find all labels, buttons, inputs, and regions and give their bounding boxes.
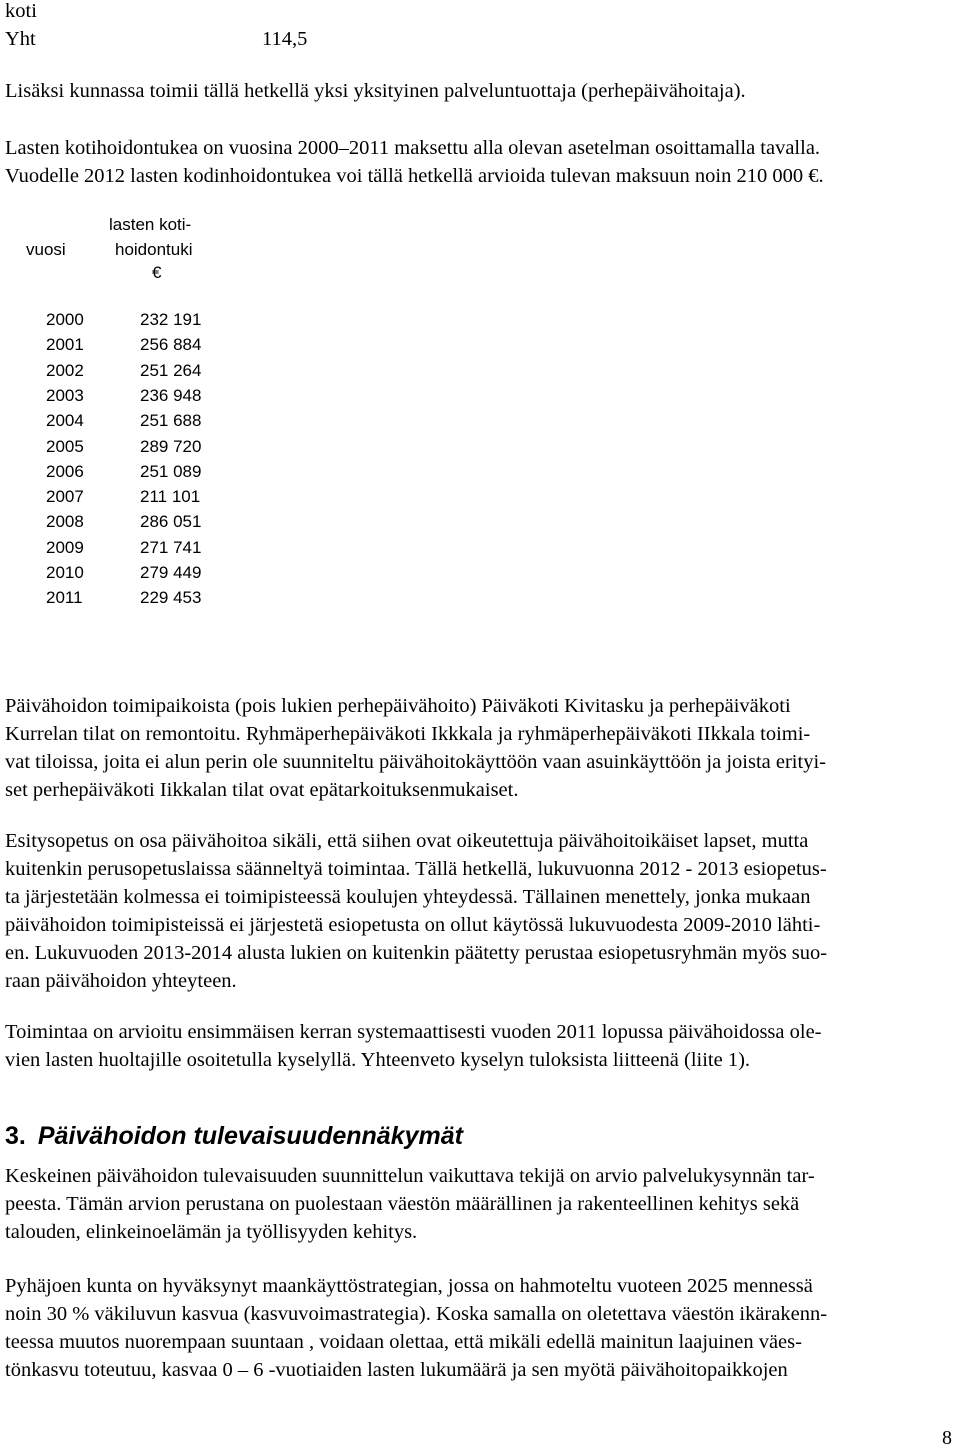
table-cell-amount: 251 264: [140, 361, 202, 380]
table-cell-year: 2009: [46, 538, 84, 557]
paragraph-evaluation: [5, 1018, 953, 1074]
text-line: peesta. Tämän arvion perustana on puolestaan väestön määrällinen ja rakenteellinen kehitys sekä: [5, 1193, 800, 1215]
text-line: Keskeinen päivähoidon tulevaisuuden suunnittelun vaikuttava tekijä on arvio palvelukysynnän tar-: [5, 1165, 815, 1187]
text-line: noin 30 % väkiluvun kasvua (kasvuvoimastrategia). Koska samalla on oletettava väestön ikärakenn-: [5, 1303, 828, 1325]
text-line: vien lasten huoltajille osoitetulla kyselyllä. Yhteenveto kyselyn tuloksista liitteenä (liite 1).: [5, 1049, 751, 1071]
text-line: tönkasvu toteutuu, kasvaa 0 – 6 -vuotiaiden lasten lukumäärä ja sen myötä päivähoitopaikkojen: [5, 1359, 788, 1381]
table-cell-year: 2004: [46, 411, 84, 430]
text-line: en. Lukuvuoden 2013-2014 alusta lukien on kuitenkin päätetty perustaa esiopetusryhmän myös suo-: [5, 942, 828, 964]
table-cell-year: 2005: [46, 437, 84, 456]
table-header-year: vuosi: [26, 240, 66, 259]
section-number: 3.: [5, 1122, 26, 1150]
text-line: ta järjestetään kolmessa ei toimipisteessä koulujen yhteydessä. Tällainen menettely, jonka mukaan: [5, 886, 811, 908]
text-line: teessa muutos nuorempaan suuntaan , voidaan olettaa, että mikäli edellä mainitun laajuinen väes-: [5, 1331, 802, 1353]
table-cell-amount: 279 449: [140, 563, 202, 582]
table-cell-amount: 286 051: [140, 512, 202, 531]
table-cell-year: 2006: [46, 462, 84, 481]
table-cell-year: 2007: [46, 487, 84, 506]
table-header-amount-line2: hoidontuki: [115, 240, 193, 259]
table-cell-year: 2000: [46, 310, 84, 329]
text-line: Päivähoidon toimipaikoista (pois lukien perhepäivähoito) Päiväkoti Kivitasku ja perhepäiväkoti: [5, 695, 791, 717]
row-value-yht: 114,5: [262, 28, 308, 50]
section-heading: [5, 1122, 463, 1151]
text-line: päivähoidon toimipisteissä ei järjestetä esiopetusta on ollut käytössä lukuvuodesta 2009-2010 lähti-: [5, 914, 821, 936]
text-line: Lisäksi kunnassa toimii tällä hetkellä yksi yksityinen palveluntuottaja (perhepäivähoitaja).: [5, 80, 746, 102]
table-cell-amount: 211 101: [140, 487, 201, 506]
table-cell-amount: 251 688: [140, 411, 202, 430]
text-line: raan päivähoidon yhteyteen.: [5, 970, 237, 992]
table-cell-year: 2010: [46, 563, 84, 582]
table-header-amount-line1: lasten koti-: [109, 215, 192, 234]
table-cell-year: 2001: [46, 335, 84, 354]
paragraph-facilities: [5, 692, 953, 804]
text-line: Vuodelle 2012 lasten kodinhoidontukea voi tällä hetkellä arvioida tulevan maksuun noin 210 000 €.: [5, 165, 824, 187]
text-line: Pyhäjoen kunta on hyväksynyt maankäyttöstrategian, jossa on hahmoteltu vuoteen 2025 mennessä: [5, 1275, 813, 1297]
text-line: Toimintaa on arvioitu ensimmäisen kerran systemaattisesti vuoden 2011 lopussa päivähoidossa ole-: [5, 1021, 822, 1043]
text-line: talouden, elinkeinoelämän ja työllisyyden kehitys.: [5, 1221, 418, 1243]
page-number: 8: [942, 1427, 952, 1449]
home-care-allowance-table: [0, 0, 960, 620]
text-line: Kurrelan tilat on remontoitu. Ryhmäperhepäiväkoti Ikkkala ja ryhmäperhepäiväkoti IIkkala toimi-: [5, 723, 811, 745]
table-cell-year: 2011: [46, 588, 83, 607]
table-cell-amount: 256 884: [140, 335, 202, 354]
text-line: Esitysopetus on osa päivähoitoa sikäli, että siihen ovat oikeutettuja päivähoitoikäiset lapset, mutta: [5, 830, 809, 852]
text-line: vat tiloissa, joita ei alun perin ole suunniteltu päivähoitokäyttöön vaan asuinkäyttöön ja joista erityi-: [5, 751, 826, 773]
text-line: kuitenkin perusopetuslaissa säänneltyä toimintaa. Tällä hetkellä, lukuvuonna 2012 - 2013 esiopetus-: [5, 858, 827, 880]
table-cell-amount: 229 453: [140, 588, 202, 607]
table-cell-amount: 232 191: [140, 310, 202, 329]
table-cell-year: 2002: [46, 361, 84, 380]
paragraph-preschool: [5, 827, 953, 995]
table-header-currency: €: [152, 263, 162, 282]
table-cell-amount: 271 741: [140, 538, 202, 557]
text-line: Lasten kotihoidontukea on vuosina 2000–2011 maksettu alla olevan asetelman osoittamalla tavalla.: [5, 137, 821, 159]
paragraph-land-use-strategy: [5, 1272, 953, 1384]
paragraph-future-outlook: [5, 1162, 953, 1246]
table-cell-year: 2003: [46, 386, 84, 405]
table-cell-amount: 289 720: [140, 437, 202, 456]
table-cell-amount: 236 948: [140, 386, 202, 405]
table-cell-year: 2008: [46, 512, 84, 531]
row-label-yht: Yht: [5, 28, 36, 50]
table-cell-amount: 251 089: [140, 462, 202, 481]
text-line: set perhepäiväkoti Iikkalan tilat ovat epätarkoituksenmukaiset.: [5, 779, 519, 801]
row-label-koti: koti: [5, 0, 37, 22]
section-title: Päivähoidon tulevaisuudennäkymät: [37, 1122, 463, 1150]
